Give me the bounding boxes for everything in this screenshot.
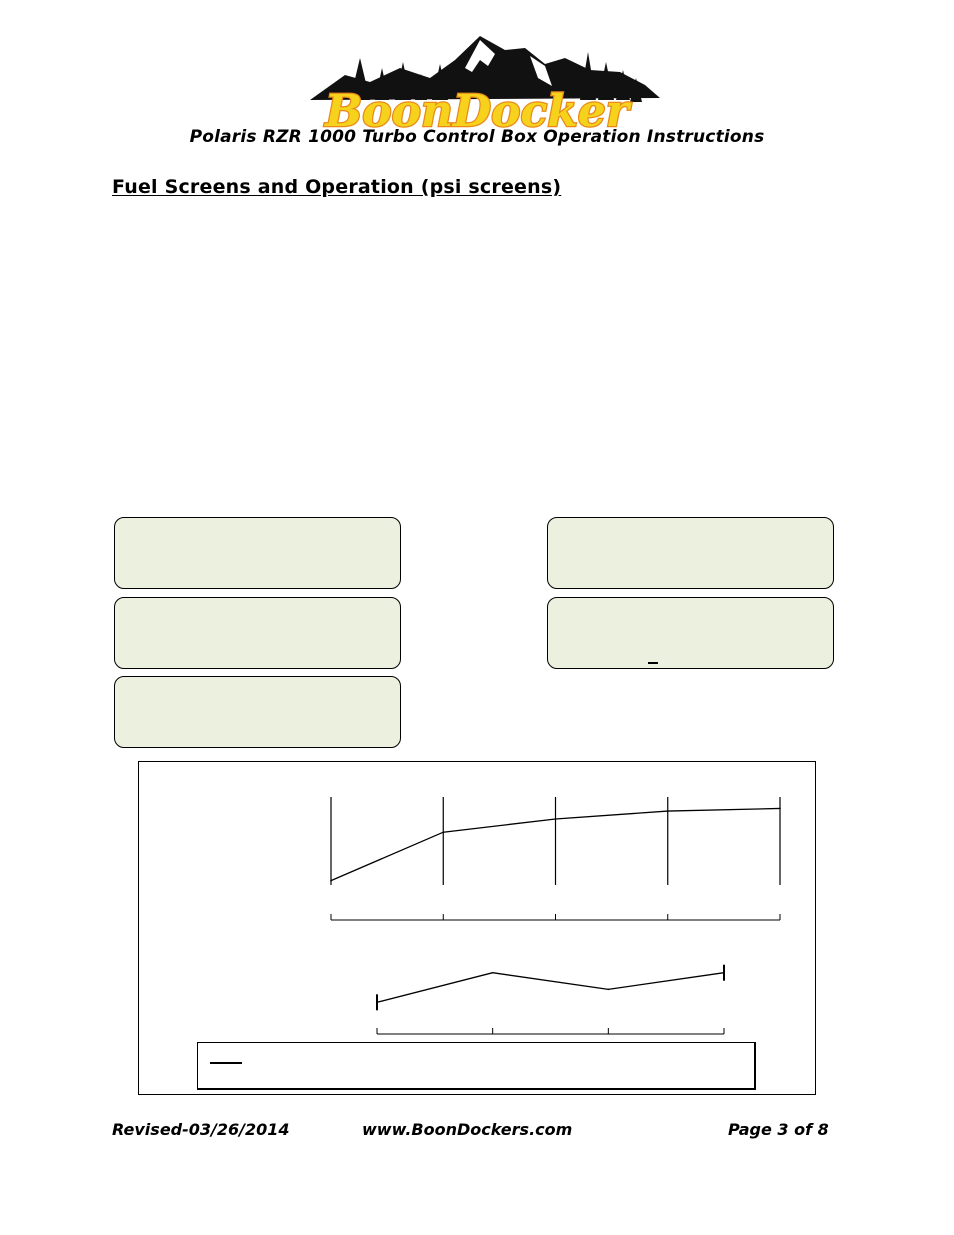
legend-line-swatch <box>210 1062 242 1064</box>
lcd-screen-box <box>114 676 401 748</box>
lcd-screen-box <box>114 597 401 669</box>
page-number: Page 3 of 8 <box>728 1120 829 1139</box>
data-point <box>667 810 669 812</box>
data-point <box>608 989 610 991</box>
series-line <box>377 973 724 1003</box>
data-point <box>723 972 725 974</box>
lcd-screen-box <box>547 597 834 669</box>
lcd-screen-box <box>547 517 834 589</box>
section-title: Fuel Screens and Operation (psi screens) <box>112 176 562 198</box>
document-title: Polaris RZR 1000 Turbo Control Box Operation Instructions <box>189 127 765 147</box>
mountain-trees-logo-graphic <box>290 30 665 132</box>
data-point <box>376 1002 378 1004</box>
logo-wordmark: BoonDocker <box>325 86 629 132</box>
data-point <box>442 831 444 833</box>
legend-box <box>197 1042 756 1090</box>
data-point <box>330 880 332 882</box>
boondocker-logo <box>290 30 665 132</box>
website-link[interactable]: www.BoonDockers.com <box>362 1120 573 1139</box>
data-point <box>492 972 494 974</box>
lcd-screen-box <box>114 517 401 589</box>
data-point <box>555 818 557 820</box>
data-point <box>779 808 781 810</box>
cursor-underline <box>648 662 658 664</box>
revised-date: Revised-03/26/2014 <box>112 1120 290 1139</box>
